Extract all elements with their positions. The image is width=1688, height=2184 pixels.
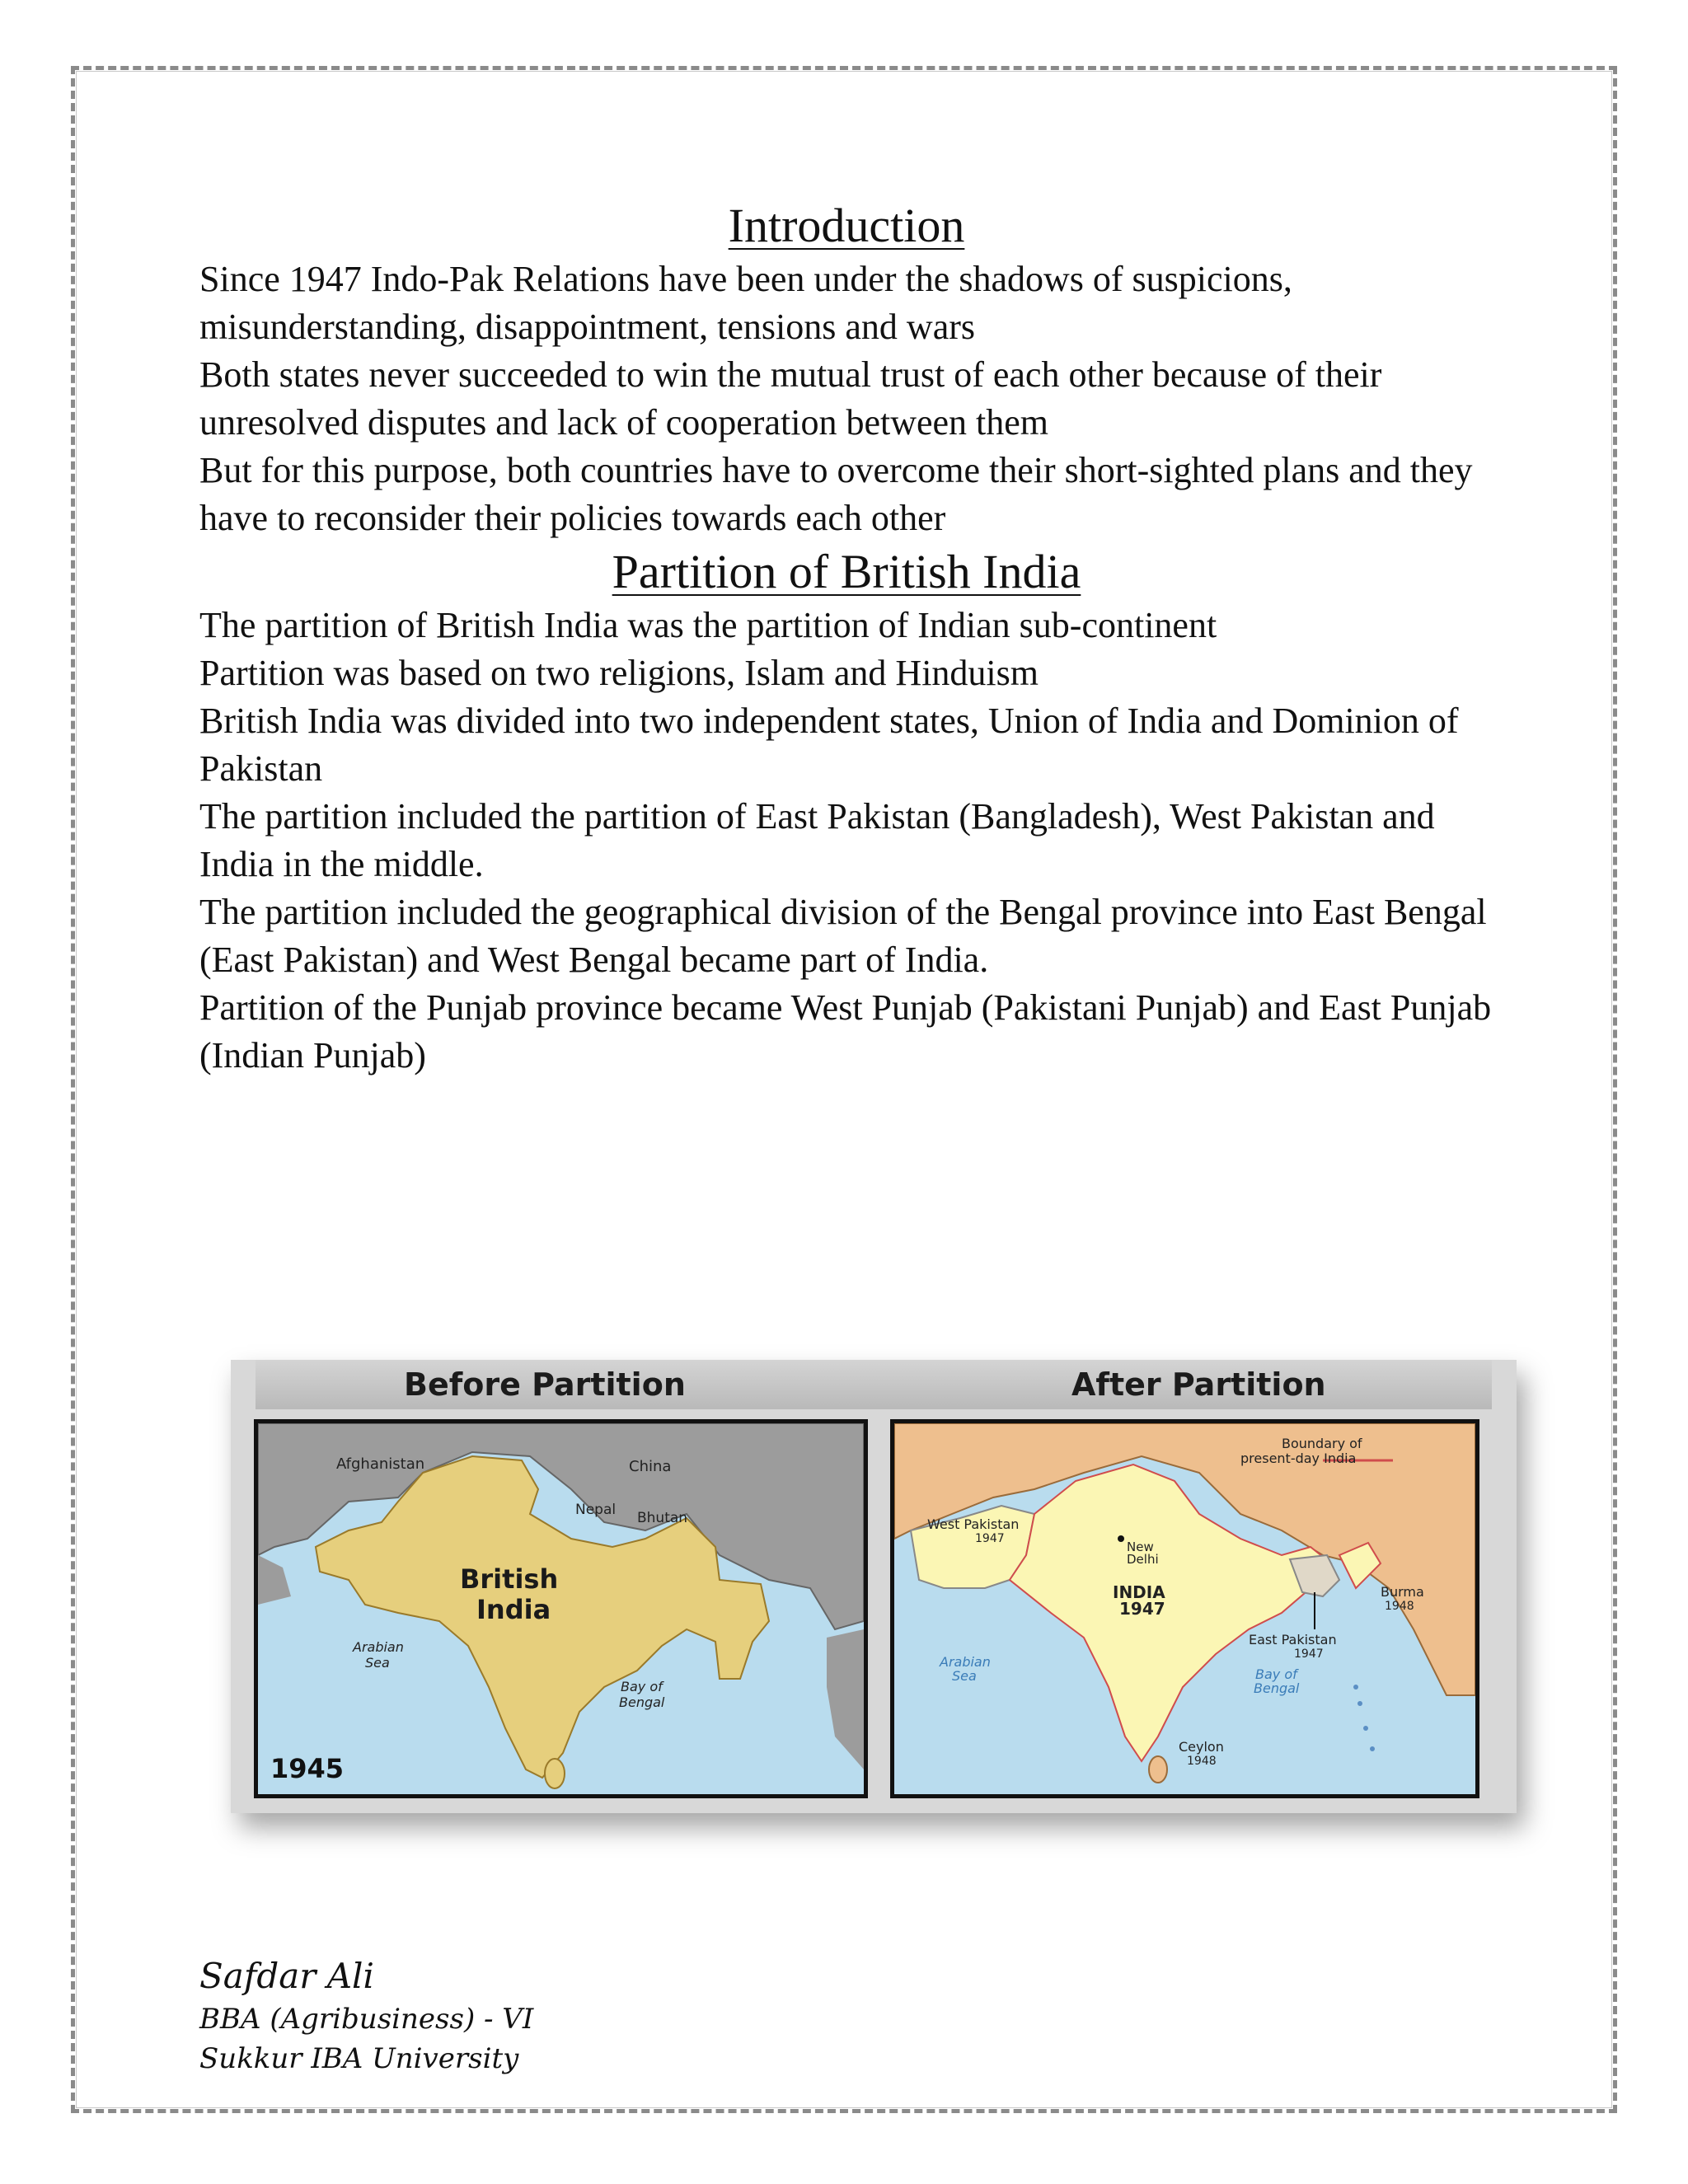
year-1945-label: 1945 [270, 1753, 345, 1784]
british-india-label-line1: British [460, 1563, 559, 1595]
author-program: BBA (Agribusiness) - VI [199, 2003, 534, 2036]
island-dot [1363, 1726, 1368, 1731]
afghanistan-label: Afghanistan [336, 1455, 425, 1473]
partition-paragraph: The partition included the partition of East Pakistan (Bangladesh), West Pakistan and India in the middle. [199, 796, 1435, 884]
author-signature [199, 1953, 533, 2079]
arabian-sea-label-line1: Arabian [353, 1639, 404, 1655]
arabian-sea-label-line2: Sea [952, 1668, 977, 1684]
new-delhi-label-line2: Delhi [1127, 1552, 1159, 1567]
island-dot [1357, 1701, 1362, 1706]
india-year: 1947 [1119, 1599, 1165, 1619]
new-delhi-marker [1118, 1535, 1124, 1542]
before-partition-map [254, 1419, 868, 1798]
east-pakistan-year: 1947 [1294, 1647, 1324, 1661]
nepal-label: Nepal [575, 1502, 617, 1518]
after-map-svg [894, 1423, 1475, 1794]
ceylon-label: Ceylon [1179, 1739, 1224, 1755]
author-name: Safdar Ali [199, 1956, 374, 1996]
intro-paragraph: Since 1947 Indo-Pak Relations have been under the shadows of suspicions, misunderstanding, disappointment, tensions and wars [199, 259, 1292, 347]
ceylon-island [545, 1759, 565, 1788]
intro-paragraph: But for this purpose, both countries have to overcome their short-sighted plans and they have to reconsider their policies towards each other [199, 450, 1473, 538]
boundary-legend-line1: Boundary of [1282, 1436, 1362, 1451]
bay-of-bengal-label-line2: Bengal [1254, 1680, 1300, 1696]
before-map-svg [258, 1423, 864, 1794]
map-header-bar [256, 1360, 1492, 1409]
new-delhi-label-line1: New [1127, 1540, 1154, 1554]
china-label: China [629, 1458, 672, 1475]
india-label: INDIA [1113, 1582, 1165, 1602]
ceylon-year: 1948 [1187, 1755, 1217, 1768]
british-india-label-line2: India [476, 1594, 551, 1625]
partition-map-figure [231, 1360, 1517, 1813]
partition-paragraph: Partition was based on two religions, Islam and Hinduism [199, 653, 1039, 693]
after-partition-map [890, 1419, 1479, 1798]
before-partition-label: Before Partition [404, 1366, 686, 1403]
bay-of-bengal-label-line1: Bay of [621, 1679, 663, 1694]
island-dot [1370, 1746, 1375, 1751]
burma-label: Burma [1381, 1584, 1424, 1600]
partition-paragraph: Partition of the Punjab province became West Punjab (Pakistani Punjab) and East Punjab (Indian Punjab) [199, 987, 1492, 1076]
author-university: Sukkur IBA University [199, 2042, 519, 2075]
west-pakistan-label: West Pakistan [927, 1516, 1020, 1532]
intro-paragraph: Both states never succeeded to win the mutual trust of each other because of their unresolved disputes and lack of cooperation between them [199, 354, 1382, 443]
partition-paragraph: The partition of British India was the partition of Indian sub-continent [199, 605, 1217, 645]
ceylon-island [1149, 1756, 1167, 1783]
boundary-legend-line2: present-day India [1240, 1451, 1357, 1466]
arabian-sea-label-line2: Sea [365, 1655, 390, 1671]
partition-paragraph: The partition included the geographical division of the Bengal province into East Bengal (East Pakistan) and West Bengal became part of India. [199, 892, 1487, 980]
document-body [199, 196, 1493, 1080]
partition-paragraph: British India was divided into two independent states, Union of India and Dominion of Pakistan [199, 701, 1459, 789]
bay-of-bengal-label-line1: Bay of [1255, 1666, 1297, 1682]
partition-heading: Partition of British India [612, 545, 1081, 598]
arabian-sea-label-line1: Arabian [940, 1654, 991, 1670]
bay-of-bengal-label-line2: Bengal [619, 1694, 665, 1710]
after-partition-label: After Partition [1071, 1366, 1326, 1403]
bhutan-label: Bhutan [637, 1510, 688, 1526]
east-pakistan-label: East Pakistan [1249, 1632, 1337, 1647]
west-pakistan-year: 1947 [975, 1532, 1005, 1545]
island-dot [1353, 1685, 1358, 1690]
introduction-heading: Introduction [728, 199, 965, 252]
burma-year: 1948 [1385, 1600, 1414, 1613]
